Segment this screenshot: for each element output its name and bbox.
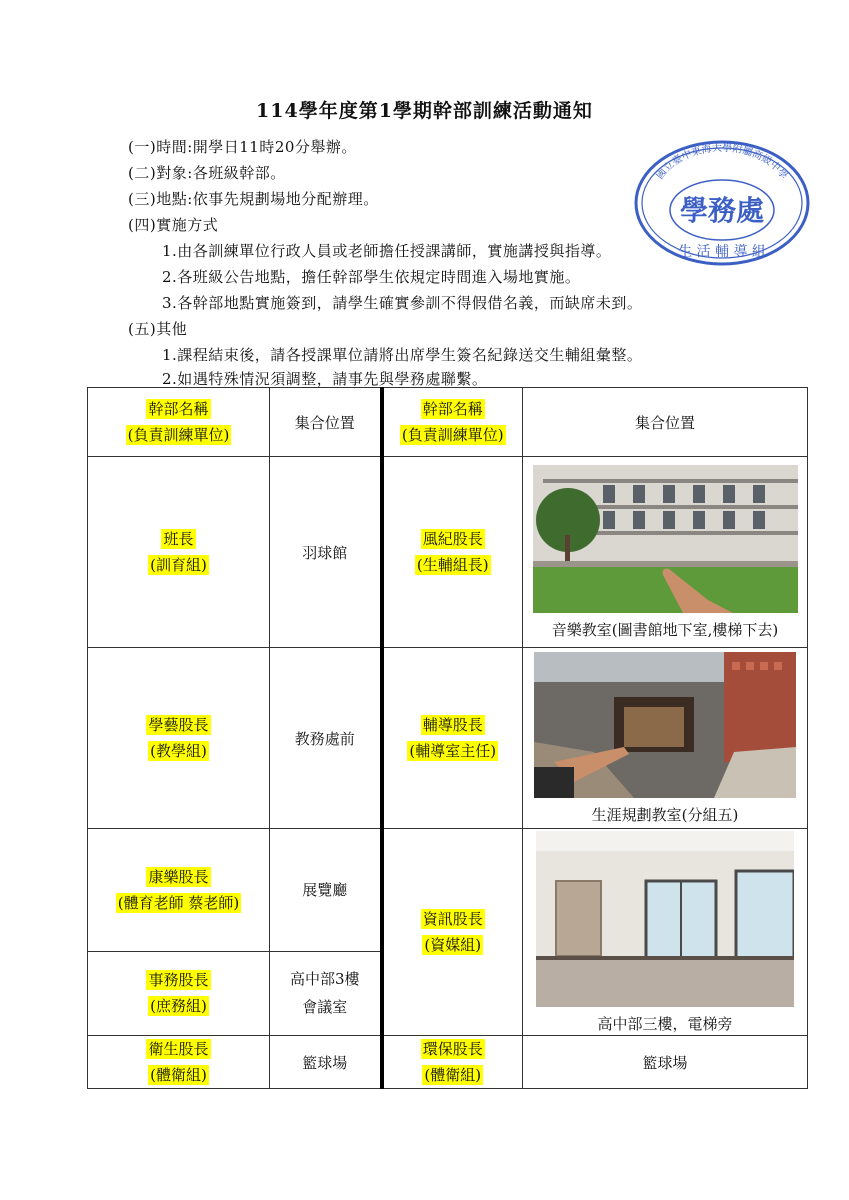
cadre-cell [88,648,270,829]
location-photo-cell [523,829,808,1036]
cadre-cell [382,457,523,648]
assignment-table [87,387,808,1089]
table-row [88,1036,808,1089]
stamp-bottom-text: 生 活 輔 導 組 [678,244,766,260]
location-cell: 籃球場 [523,1036,808,1089]
header-cell [382,388,523,457]
entrance-photo [534,652,796,798]
cadre-unit: (訓育組) [150,556,207,574]
item-method-1: 1.由各訓練單位行政人員或老師擔任授課講師，實施講授與指導。 [162,242,612,260]
elevator-hall-photo [536,831,794,1007]
cadre-unit: (體育老師 蔡老師) [117,893,240,912]
cadre-unit: (生輔組長) [416,556,489,574]
cadre-name: 衛生股長 [148,1040,209,1058]
location-cell [270,951,382,1035]
location-caption: 生涯規劃教室(分組五) [591,806,739,824]
cadre-unit: (輔導室主任) [409,742,497,760]
location-cell: 籃球場 [270,1036,382,1089]
cadre-name: 學藝股長 [148,716,209,734]
cadre-unit: (資媒組) [424,936,482,954]
stamp-center-text: 學務處 [679,194,765,227]
cadre-cell [88,457,270,648]
cadre-unit: (體衛組) [424,1066,482,1084]
location-cell: 教務處前 [270,648,382,829]
item-method-heading: (四)實施方式 [128,216,219,234]
cadre-cell [382,829,523,1036]
cadre-name: 風紀股長 [422,530,483,548]
item-time: (一)時間:開學日11時20分舉辦。 [128,138,357,156]
table-row [88,457,808,648]
header-cadre-name: 幹部名稱 [148,400,209,418]
cadre-name: 輔導股長 [422,716,483,734]
cadre-unit: (庶務組) [150,997,207,1016]
location-caption: 高中部三樓，電梯旁 [597,1015,733,1033]
location-photo-cell [523,457,808,648]
page-title: 114學年度第1學期幹部訓練活動通知 [256,100,593,122]
cadre-name: 事務股長 [148,971,209,990]
table-header-row [88,388,808,457]
header-location: 集合位置 [523,388,808,457]
header-cadre-unit: (負責訓練單位) [401,426,504,444]
cadre-unit: (教學組) [150,742,207,760]
cadre-cell [88,951,270,1035]
office-seal-stamp [632,138,812,268]
header-cell [88,388,270,457]
table-row [88,829,808,952]
cadre-cell [382,648,523,829]
header-location: 集合位置 [270,388,382,457]
location-line: 高中部3樓 [289,970,360,989]
table-row [88,648,808,829]
location-line: 會議室 [302,998,348,1017]
svg-text:國立臺中東海大學附屬高級中學 [654,141,790,182]
location-caption: 音樂教室(圖書館地下室,樓梯下去) [551,621,779,639]
courtyard-photo [533,465,798,613]
header-cadre-unit: (負責訓練單位) [127,426,230,444]
location-photo-cell [523,648,808,829]
cadre-cell [88,829,270,952]
cadre-name: 班長 [163,530,194,548]
cadre-unit: (體衛組) [150,1066,207,1084]
stamp-ring-text: 國立臺中東海大學附屬高級中學 [654,142,790,182]
cadre-name: 資訊股長 [422,910,483,928]
item-other-heading: (五)其他 [128,320,188,338]
item-method-2: 2.各班級公告地點，擔任幹部學生依規定時間進入場地實施。 [162,268,581,286]
cadre-cell [382,1036,523,1089]
location-cell: 羽球館 [270,457,382,648]
header-cadre-name: 幹部名稱 [422,400,483,418]
location-cell: 展覽廳 [270,829,382,952]
cadre-name: 康樂股長 [148,867,209,886]
cadre-name: 環保股長 [422,1040,483,1058]
cadre-cell [88,1036,270,1089]
item-method-3: 3.各幹部地點實施簽到，請學生確實參訓不得假借名義，而缺席未到。 [162,294,643,312]
item-target: (二)對象:各班級幹部。 [128,164,286,182]
item-place: (三)地點:依事先規劃場地分配辦理。 [128,190,379,208]
item-other-1: 1.課程結束後，請各授課單位請將出席學生簽名紀錄送交生輔組彙整。 [162,346,643,364]
item-other-2: 2.如遇特殊情況須調整，請事先與學務處聯繫。 [162,370,488,388]
